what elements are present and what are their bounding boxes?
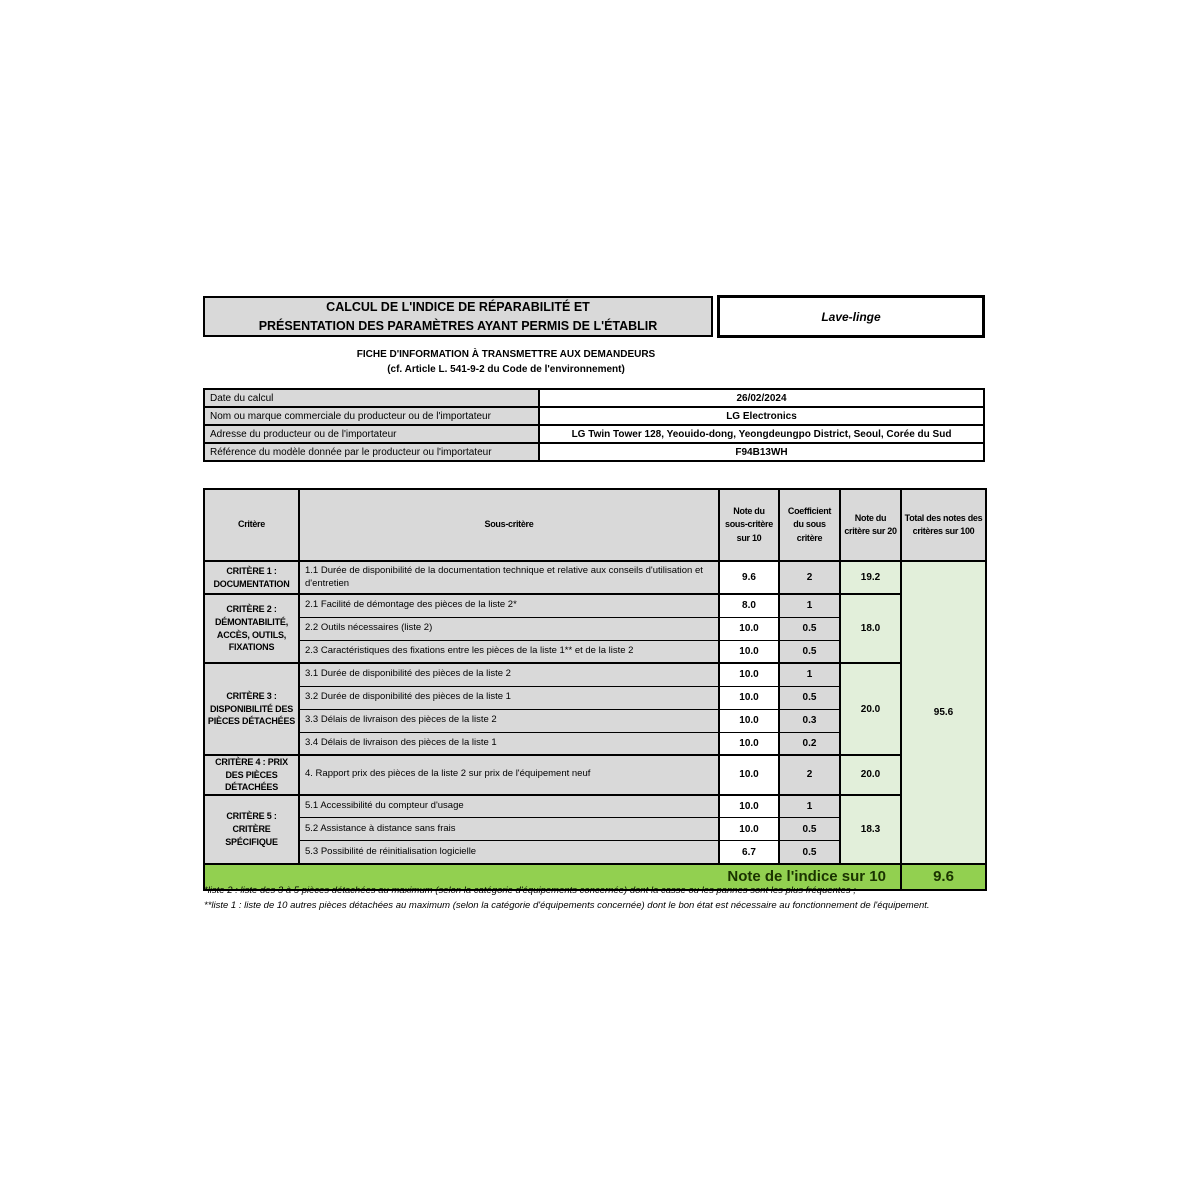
footnote-liste1: **liste 1 : liste de 10 autres pièces détachées au maximum (selon la catégorie d'équipements concernée) dont le bon état est nécessaire au fonctionnement de l'équipement. bbox=[204, 899, 930, 911]
info-label-address: Adresse du producteur ou de l'importateur bbox=[204, 425, 539, 443]
note10-cell: 10.0 bbox=[719, 663, 779, 686]
note10-cell: 6.7 bbox=[719, 841, 779, 864]
document-subtitle bbox=[203, 347, 809, 377]
coefficient-cell: 0.5 bbox=[779, 640, 840, 663]
product-category-label: Lave-linge bbox=[821, 309, 881, 324]
table-row bbox=[204, 795, 986, 818]
note10-cell: 9.6 bbox=[719, 561, 779, 594]
col-header-coefficient: Coefficient du sous critère bbox=[779, 489, 840, 561]
document-title bbox=[203, 296, 713, 337]
product-category-box bbox=[717, 295, 985, 338]
info-label-brand: Nom ou marque commerciale du producteur ou de l'importateur bbox=[204, 407, 539, 425]
info-value-model: F94B13WH bbox=[539, 443, 984, 461]
criterion-3-cell: CRITÈRE 3 : DISPONIBILITÉ DES PIÈCES DÉTACHÉES bbox=[204, 663, 299, 755]
note20-cell: 18.0 bbox=[840, 594, 901, 663]
subtitle-line1: FICHE D'INFORMATION À TRANSMETTRE AUX DEMANDEURS bbox=[356, 349, 656, 360]
coefficient-cell: 0.5 bbox=[779, 617, 840, 640]
note20-cell: 19.2 bbox=[840, 561, 901, 594]
table-row bbox=[204, 561, 986, 594]
coefficient-cell: 2 bbox=[779, 755, 840, 795]
subcriterion-cell: 3.1 Durée de disponibilité des pièces de la liste 2 bbox=[299, 663, 719, 686]
coefficient-cell: 0.5 bbox=[779, 841, 840, 864]
document-title-line1: CALCUL DE L'INDICE DE RÉPARABILITÉ ET bbox=[326, 299, 590, 314]
table-header-row bbox=[204, 489, 986, 561]
note10-cell: 10.0 bbox=[719, 795, 779, 818]
subcriterion-cell: 3.3 Délais de livraison des pièces de la liste 2 bbox=[299, 709, 719, 732]
subcriterion-cell: 3.2 Durée de disponibilité des pièces de la liste 1 bbox=[299, 686, 719, 709]
final-index-value: 9.6 bbox=[901, 864, 986, 890]
total-score-cell: 95.6 bbox=[901, 561, 986, 864]
final-index-label: Note de l'indice sur 10 bbox=[204, 864, 901, 890]
info-value-brand: LG Electronics bbox=[539, 407, 984, 425]
table-row bbox=[204, 663, 986, 686]
table-row bbox=[204, 443, 984, 461]
coefficient-cell: 1 bbox=[779, 663, 840, 686]
subcriterion-cell: 4. Rapport prix des pièces de la liste 2 sur prix de l'équipement neuf bbox=[299, 755, 719, 795]
note20-cell: 20.0 bbox=[840, 755, 901, 795]
note10-cell: 10.0 bbox=[719, 617, 779, 640]
subcriterion-cell: 1.1 Durée de disponibilité de la documentation technique et relative aux conseils d'utilisation et d'entretien bbox=[299, 561, 719, 594]
table-row bbox=[204, 425, 984, 443]
note10-cell: 10.0 bbox=[719, 755, 779, 795]
info-value-address: LG Twin Tower 128, Yeouido-dong, Yeongdeungpo District, Seoul, Corée du Sud bbox=[539, 425, 984, 443]
coefficient-cell: 0.3 bbox=[779, 709, 840, 732]
note20-cell: 20.0 bbox=[840, 663, 901, 755]
note10-cell: 10.0 bbox=[719, 818, 779, 841]
col-header-critere: Critère bbox=[204, 489, 299, 561]
note10-cell: 8.0 bbox=[719, 594, 779, 617]
note10-cell: 10.0 bbox=[719, 732, 779, 755]
subcriterion-cell: 3.4 Délais de livraison des pièces de la liste 1 bbox=[299, 732, 719, 755]
subcriterion-cell: 5.2 Assistance à distance sans frais bbox=[299, 818, 719, 841]
criterion-4-cell: CRITÈRE 4 : PRIX DES PIÈCES DÉTACHÉES bbox=[204, 755, 299, 795]
subcriterion-cell: 2.1 Facilité de démontage des pièces de la liste 2* bbox=[299, 594, 719, 617]
criterion-2-cell: CRITÈRE 2 : DÉMONTABILITÉ, ACCÈS, OUTILS, FIXATIONS bbox=[204, 594, 299, 663]
note10-cell: 10.0 bbox=[719, 640, 779, 663]
document-title-line2: PRÉSENTATION DES PARAMÈTRES AYANT PERMIS DE L'ÉTABLIR bbox=[258, 318, 658, 333]
subtitle-line2: (cf. Article L. 541-9-2 du Code de l'environnement) bbox=[387, 364, 625, 375]
info-value-date: 26/02/2024 bbox=[539, 389, 984, 407]
producer-info-table bbox=[203, 388, 985, 462]
coefficient-cell: 2 bbox=[779, 561, 840, 594]
subcriterion-cell: 5.3 Possibilité de réinitialisation logicielle bbox=[299, 841, 719, 864]
info-label-date: Date du calcul bbox=[204, 389, 539, 407]
repairability-score-table bbox=[203, 488, 987, 891]
coefficient-cell: 1 bbox=[779, 795, 840, 818]
info-label-model: Référence du modèle donnée par le producteur ou l'importateur bbox=[204, 443, 539, 461]
note20-cell: 18.3 bbox=[840, 795, 901, 864]
footnote-liste2: *liste 2 : liste des 3 à 5 pièces détachées au maximum (selon la catégorie d'équipements concernée) dont la casse ou les pannes sont les plus fréquentes ; bbox=[204, 885, 856, 896]
table-row bbox=[204, 389, 984, 407]
col-header-note-sous-critere: Note du sous-critère sur 10 bbox=[719, 489, 779, 561]
table-row bbox=[204, 407, 984, 425]
table-row bbox=[204, 755, 986, 795]
subcriterion-cell: 2.3 Caractéristiques des fixations entre les pièces de la liste 1** et de la liste 2 bbox=[299, 640, 719, 663]
col-header-total: Total des notes des critères sur 100 bbox=[901, 489, 986, 561]
coefficient-cell: 0.5 bbox=[779, 818, 840, 841]
subcriterion-cell: 5.1 Accessibilité du compteur d'usage bbox=[299, 795, 719, 818]
subcriterion-cell: 2.2 Outils nécessaires (liste 2) bbox=[299, 617, 719, 640]
table-row bbox=[204, 594, 986, 617]
note10-cell: 10.0 bbox=[719, 709, 779, 732]
col-header-note-critere: Note du critère sur 20 bbox=[840, 489, 901, 561]
coefficient-cell: 0.2 bbox=[779, 732, 840, 755]
col-header-sous-critere: Sous-critère bbox=[299, 489, 719, 561]
footnotes bbox=[204, 884, 986, 913]
criterion-5-cell: CRITÈRE 5 : CRITÈRE SPÉCIFIQUE bbox=[204, 795, 299, 864]
criterion-1-cell: CRITÈRE 1 : DOCUMENTATION bbox=[204, 561, 299, 594]
note10-cell: 10.0 bbox=[719, 686, 779, 709]
coefficient-cell: 1 bbox=[779, 594, 840, 617]
coefficient-cell: 0.5 bbox=[779, 686, 840, 709]
